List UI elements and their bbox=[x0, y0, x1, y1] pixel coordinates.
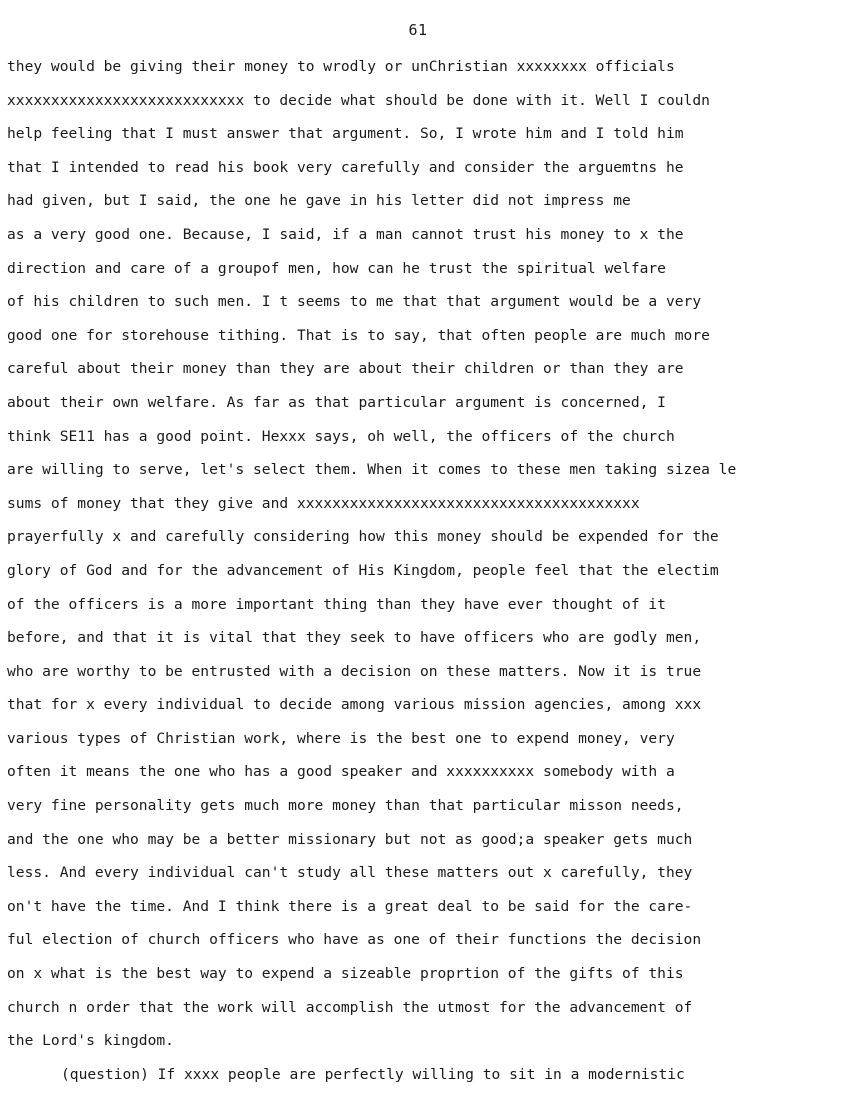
text-line: xxxxxxxxxxxxxxxxxxxxxxxxxxx to decide what should be done with it. Well I couldn bbox=[7, 91, 710, 109]
text-line: less. And every individual can't study all these matters out x carefully, they bbox=[7, 864, 693, 882]
body-text bbox=[7, 56, 847, 1097]
text-line: help feeling that I must answer that argument. So, I wrote him and I told him bbox=[7, 125, 684, 143]
text-line: of his children to such men. I t seems to me that that argument would be a very bbox=[7, 293, 702, 311]
text-line: ful election of church officers who have as one of their functions the decision bbox=[7, 931, 702, 949]
text-line: and the one who may be a better missionary but not as good;a speaker gets much bbox=[7, 830, 693, 848]
text-line: they would be giving their money to wrodly or unChristian xxxxxxxx officials bbox=[7, 58, 675, 75]
text-line: are willing to serve, let's select them. When it comes to these men taking sizea le bbox=[7, 461, 737, 479]
text-line: about their own welfare. As far as that particular argument is concerned, I bbox=[7, 393, 666, 411]
text-line: on't have the time. And I think there is a great deal to be said for the care- bbox=[7, 897, 693, 915]
text-line: direction and care of a groupof men, how can he trust the spiritual welfare bbox=[7, 259, 666, 277]
text-line: very fine personality gets much more money than that particular misson needs, bbox=[7, 797, 684, 815]
text-line: various types of Christian work, where is the best one to expend money, very bbox=[7, 729, 675, 747]
text-line: that for x every individual to decide among various mission agencies, among xxx bbox=[7, 696, 702, 714]
text-line: as a very good one. Because, I said, if a man cannot trust his money to x the bbox=[7, 225, 684, 243]
text-line: had given, but I said, the one he gave in his letter did not impress me bbox=[7, 192, 631, 210]
text-line: think SE11 has a good point. Hexxx says, oh well, the officers of the church bbox=[7, 427, 675, 445]
page-number: 61 bbox=[408, 21, 428, 39]
text-line: glory of God and for the advancement of His Kingdom, people feel that the electim bbox=[7, 561, 719, 579]
text-line: sums of money that they give and xxxxxxxxxxxxxxxxxxxxxxxxxxxxxxxxxxxxxxx bbox=[7, 494, 640, 512]
text-line: prayerfully x and carefully considering how this money should be expended for the bbox=[7, 528, 719, 546]
text-line: before, and that it is vital that they seek to have officers who are godly men, bbox=[7, 629, 702, 647]
text-line: of the officers is a more important thing than they have ever thought of it bbox=[7, 595, 666, 613]
text-line: often it means the one who has a good speaker and xxxxxxxxxx somebody with a bbox=[7, 763, 675, 781]
text-line: who are worthy to be entrusted with a decision on these matters. Now it is true bbox=[7, 662, 702, 680]
text-line: good one for storehouse tithing. That is to say, that often people are much more bbox=[7, 326, 710, 344]
text-line: that I intended to read his book very carefully and consider the arguemtns he bbox=[7, 158, 684, 176]
text-line: careful about their money than they are about their children or than they are bbox=[7, 360, 684, 378]
text-line-question: (question) If xxxx people are perfectly willing to sit in a modernistic bbox=[61, 1065, 685, 1083]
text-line: the Lord's kingdom. bbox=[7, 1032, 174, 1050]
text-line: on x what is the best way to expend a sizeable proprtion of the gifts of this bbox=[7, 965, 684, 983]
text-line: church n order that the work will accomplish the utmost for the advancement of bbox=[7, 998, 693, 1016]
